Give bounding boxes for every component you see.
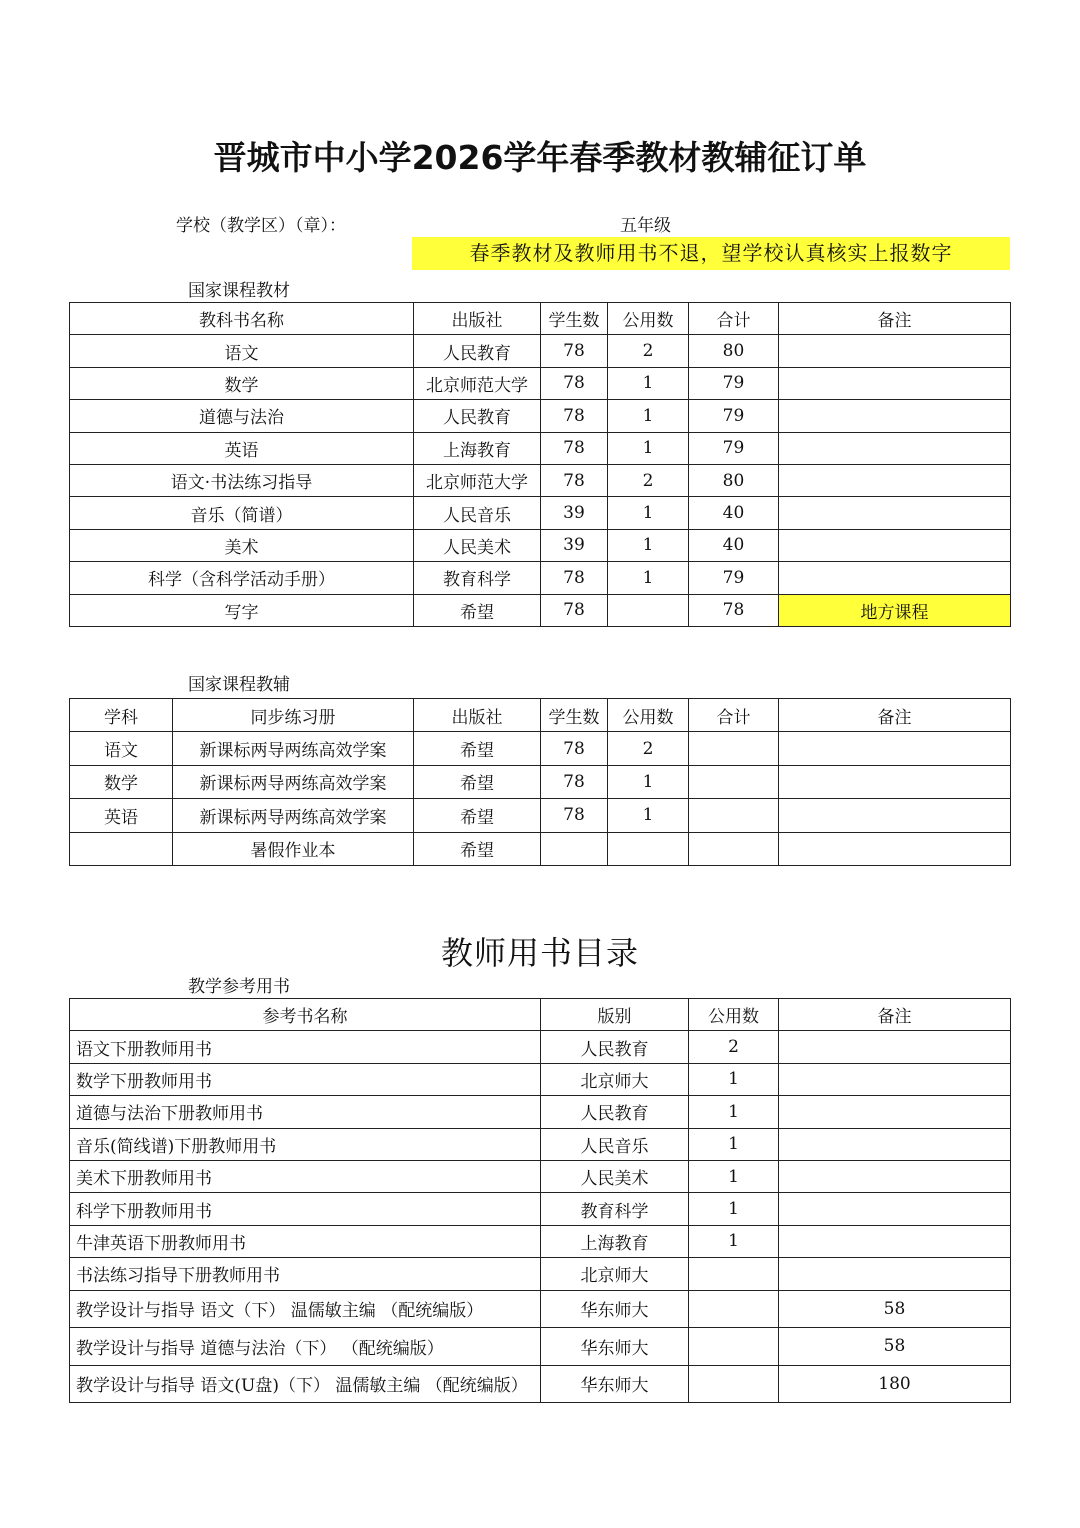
students-cell: 78: [541, 367, 608, 399]
note-cell: [779, 464, 1011, 496]
header-cell: 出版社: [414, 699, 541, 732]
students-cell: 78: [541, 464, 608, 496]
shared-cell: 1: [608, 529, 689, 561]
note-cell: [779, 562, 1011, 594]
total-cell: [689, 799, 779, 832]
note-cell: [779, 1160, 1011, 1192]
shared-cell: 1: [608, 400, 689, 432]
teacher-books-table: [69, 998, 1011, 1403]
table-row: [70, 562, 1011, 594]
book-cell: 新课标两导两练高效学案: [173, 732, 414, 765]
header-cell: 版别: [541, 999, 689, 1031]
note-cell: [779, 1031, 1011, 1063]
total-cell: [689, 832, 779, 865]
note-cell: [779, 335, 1011, 367]
shared-cell: [689, 1290, 779, 1328]
note-cell: [779, 1096, 1011, 1128]
total-cell: 79: [689, 400, 779, 432]
book-cell: 新课标两导两练高效学案: [173, 799, 414, 832]
note-cell: [779, 765, 1011, 798]
shared-cell: 2: [689, 1031, 779, 1063]
table-row: [70, 799, 1011, 832]
shared-cell: 1: [608, 562, 689, 594]
table-row: [70, 1365, 1011, 1403]
total-cell: 40: [689, 529, 779, 561]
aux-section-label: 国家课程教辅: [188, 675, 290, 695]
book-name-cell: 美术: [70, 529, 414, 561]
table-row: [70, 832, 1011, 865]
total-cell: 80: [689, 464, 779, 496]
publisher-cell: 希望: [414, 832, 541, 865]
edition-cell: 华东师大: [541, 1328, 689, 1366]
shared-cell: 1: [689, 1128, 779, 1160]
table-row: [70, 497, 1011, 529]
header-cell: 备注: [779, 303, 1011, 335]
edition-cell: 北京师大: [541, 1258, 689, 1290]
ref-book-name-cell: 数学下册教师用书: [70, 1063, 541, 1095]
ref-book-name-cell: 教学设计与指导 语文(U盘)（下） 温儒敏主编 （配统编版）: [70, 1365, 541, 1403]
aux-table: [69, 698, 1011, 866]
table-header-row: [70, 699, 1011, 732]
shared-cell: 2: [608, 732, 689, 765]
publisher-cell: 希望: [414, 732, 541, 765]
shared-cell: 2: [608, 464, 689, 496]
book-name-cell: 写字: [70, 594, 414, 626]
students-cell: 78: [541, 765, 608, 798]
note-cell: [779, 1128, 1011, 1160]
shared-cell: 1: [689, 1193, 779, 1225]
subject-cell: 数学: [70, 765, 173, 798]
table-row: [70, 1160, 1011, 1192]
ref-book-name-cell: 牛津英语下册教师用书: [70, 1225, 541, 1257]
textbooks-table: [69, 302, 1011, 627]
shared-cell: 1: [689, 1096, 779, 1128]
edition-cell: 华东师大: [541, 1365, 689, 1403]
note-cell: [779, 732, 1011, 765]
header-cell: 公用数: [689, 999, 779, 1031]
edition-cell: 北京师大: [541, 1063, 689, 1095]
header-cell: 出版社: [414, 303, 541, 335]
header-cell: 公用数: [608, 303, 689, 335]
table-header-row: [70, 999, 1011, 1031]
edition-cell: 人民美术: [541, 1160, 689, 1192]
total-cell: 80: [689, 335, 779, 367]
table-row: [70, 1031, 1011, 1063]
students-cell: 78: [541, 400, 608, 432]
table-row: [70, 400, 1011, 432]
note-cell: [779, 799, 1011, 832]
header-cell: 备注: [779, 699, 1011, 732]
book-name-cell: 数学: [70, 367, 414, 399]
students-cell: 39: [541, 497, 608, 529]
table-row: [70, 529, 1011, 561]
header-cell: 学生数: [541, 699, 608, 732]
header-cell: 合计: [689, 303, 779, 335]
students-cell: 78: [541, 432, 608, 464]
shared-cell: 1: [689, 1225, 779, 1257]
total-cell: [689, 765, 779, 798]
header-cell: 教科书名称: [70, 303, 414, 335]
students-cell: 78: [541, 562, 608, 594]
table-header-row: [70, 303, 1011, 335]
ref-book-name-cell: 科学下册教师用书: [70, 1193, 541, 1225]
edition-cell: 上海教育: [541, 1225, 689, 1257]
header-cell: 参考书名称: [70, 999, 541, 1031]
table-row: [70, 594, 1011, 626]
table-row: [70, 335, 1011, 367]
subject-cell: [70, 832, 173, 865]
publisher-cell: 希望: [414, 765, 541, 798]
publisher-cell: 上海教育: [414, 432, 541, 464]
book-name-cell: 英语: [70, 432, 414, 464]
shared-cell: 1: [608, 432, 689, 464]
note-cell: [779, 1225, 1011, 1257]
note-cell: [779, 497, 1011, 529]
publisher-cell: 希望: [414, 799, 541, 832]
shared-cell: [689, 1258, 779, 1290]
table-row: [70, 1193, 1011, 1225]
table-row: [70, 1225, 1011, 1257]
shared-cell: [689, 1328, 779, 1366]
table-row: [70, 1063, 1011, 1095]
publisher-cell: 人民教育: [414, 400, 541, 432]
total-cell: 40: [689, 497, 779, 529]
total-cell: 79: [689, 367, 779, 399]
table-row: [70, 1128, 1011, 1160]
note-cell: 58: [779, 1290, 1011, 1328]
table-row: [70, 367, 1011, 399]
table-row: [70, 1290, 1011, 1328]
subject-cell: 语文: [70, 732, 173, 765]
book-cell: 新课标两导两练高效学案: [173, 765, 414, 798]
publisher-cell: 人民美术: [414, 529, 541, 561]
note-cell: [779, 1193, 1011, 1225]
book-name-cell: 道德与法治: [70, 400, 414, 432]
note-cell: [779, 367, 1011, 399]
students-cell: 78: [541, 335, 608, 367]
ref-book-name-cell: 道德与法治下册教师用书: [70, 1096, 541, 1128]
subject-cell: 英语: [70, 799, 173, 832]
book-name-cell: 科学（含科学活动手册）: [70, 562, 414, 594]
book-name-cell: 语文: [70, 335, 414, 367]
table-row: [70, 464, 1011, 496]
students-cell: 39: [541, 529, 608, 561]
edition-cell: 人民教育: [541, 1096, 689, 1128]
local-course-note-cell: 地方课程: [779, 594, 1011, 626]
note-cell: 180: [779, 1365, 1011, 1403]
grade-label: 五年级: [620, 216, 671, 236]
total-cell: 78: [689, 594, 779, 626]
shared-cell: [689, 1365, 779, 1403]
table-row: [70, 732, 1011, 765]
total-cell: [689, 732, 779, 765]
table-row: [70, 1328, 1011, 1366]
table-row: [70, 1096, 1011, 1128]
book-cell: 暑假作业本: [173, 832, 414, 865]
table-row: [70, 1258, 1011, 1290]
school-label: 学校（教学区）（章）：: [176, 216, 346, 236]
ref-book-name-cell: 音乐(简线谱)下册教师用书: [70, 1128, 541, 1160]
ref-book-name-cell: 书法练习指导下册教师用书: [70, 1258, 541, 1290]
note-cell: [779, 1063, 1011, 1095]
publisher-cell: 教育科学: [414, 562, 541, 594]
notice-banner: 春季教材及教师用书不退，望学校认真核实上报数字: [412, 237, 1010, 270]
edition-cell: 人民教育: [541, 1031, 689, 1063]
shared-cell: [608, 594, 689, 626]
ref-book-name-cell: 教学设计与指导 道德与法治（下） （配统编版）: [70, 1328, 541, 1366]
publisher-cell: 人民音乐: [414, 497, 541, 529]
shared-cell: [608, 832, 689, 865]
edition-cell: 教育科学: [541, 1193, 689, 1225]
header-cell: 合计: [689, 699, 779, 732]
note-cell: 58: [779, 1328, 1011, 1366]
students-cell: 78: [541, 732, 608, 765]
header-cell: 公用数: [608, 699, 689, 732]
shared-cell: 1: [689, 1063, 779, 1095]
publisher-cell: 北京师范大学: [414, 464, 541, 496]
publisher-cell: 人民教育: [414, 335, 541, 367]
shared-cell: 1: [608, 367, 689, 399]
students-cell: 78: [541, 594, 608, 626]
note-cell: [779, 400, 1011, 432]
shared-cell: 1: [608, 497, 689, 529]
header-cell: 学生数: [541, 303, 608, 335]
ref-book-name-cell: 教学设计与指导 语文（下） 温儒敏主编 （配统编版）: [70, 1290, 541, 1328]
note-cell: [779, 1258, 1011, 1290]
shared-cell: 1: [608, 765, 689, 798]
edition-cell: 人民音乐: [541, 1128, 689, 1160]
textbooks-section-label: 国家课程教材: [188, 281, 290, 301]
note-cell: [779, 832, 1011, 865]
shared-cell: 1: [608, 799, 689, 832]
shared-cell: 2: [608, 335, 689, 367]
total-cell: 79: [689, 432, 779, 464]
book-name-cell: 音乐（简谱）: [70, 497, 414, 529]
teacher-books-title: 教师用书目录: [440, 934, 639, 972]
edition-cell: 华东师大: [541, 1290, 689, 1328]
page-title: 晋城市中小学2026学年春季教材教辅征订单: [213, 138, 867, 177]
total-cell: 79: [689, 562, 779, 594]
shared-cell: 1: [689, 1160, 779, 1192]
book-name-cell: 语文·书法练习指导: [70, 464, 414, 496]
publisher-cell: 希望: [414, 594, 541, 626]
ref-book-name-cell: 语文下册教师用书: [70, 1031, 541, 1063]
teacher-section-label: 教学参考用书: [188, 977, 290, 997]
students-cell: [541, 832, 608, 865]
note-cell: [779, 432, 1011, 464]
students-cell: 78: [541, 799, 608, 832]
header-cell: 学科: [70, 699, 173, 732]
header-cell: 同步练习册: [173, 699, 414, 732]
table-row: [70, 765, 1011, 798]
header-cell: 备注: [779, 999, 1011, 1031]
note-cell: [779, 529, 1011, 561]
publisher-cell: 北京师范大学: [414, 367, 541, 399]
ref-book-name-cell: 美术下册教师用书: [70, 1160, 541, 1192]
table-row: [70, 432, 1011, 464]
